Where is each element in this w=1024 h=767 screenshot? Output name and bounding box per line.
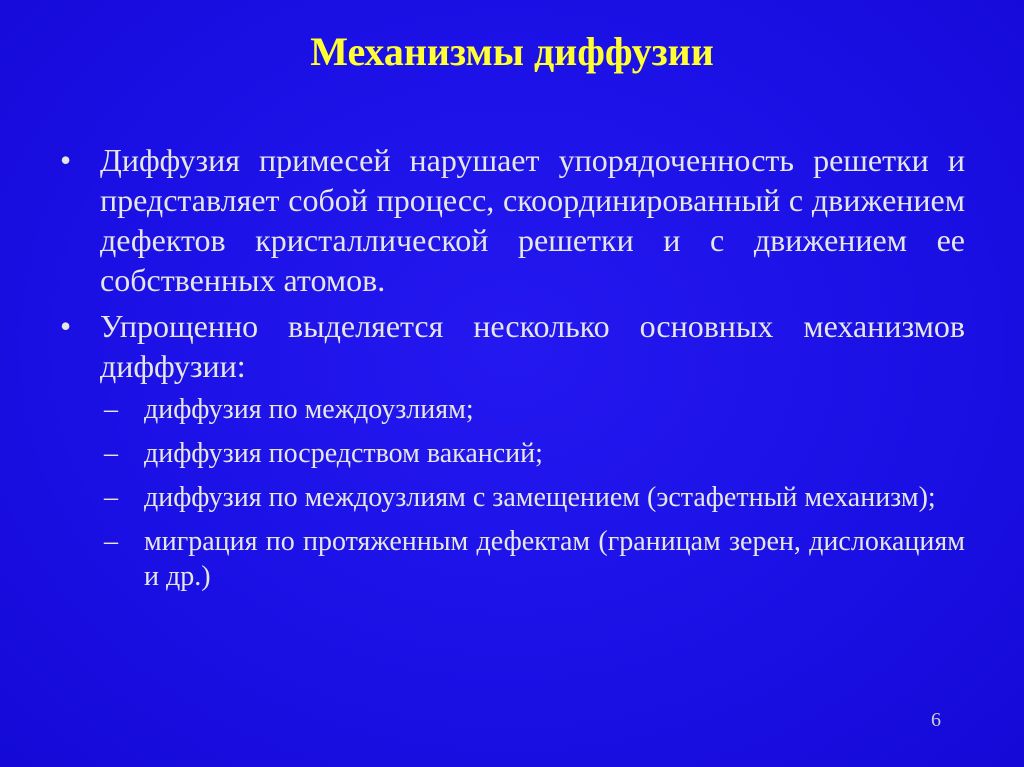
slide-content — [60, 140, 965, 603]
bullet-text: Диффузия примесей нарушает упорядоченность решетки и представляет собой процесс, скоординированный с движением дефектов кристаллической решетки и с движением ее собственных атомов. — [100, 142, 965, 298]
sub-item — [60, 436, 965, 471]
sub-item — [60, 480, 965, 515]
sub-marker: – — [104, 526, 118, 557]
bullet-item — [60, 306, 965, 386]
bullet-marker: • — [60, 308, 72, 344]
sub-item — [60, 524, 965, 594]
sub-item-text: миграция по протяженным дефектам (границам зерен, дислокациям и др.) — [144, 526, 965, 592]
sub-marker: – — [104, 482, 118, 513]
sub-marker: – — [104, 394, 118, 425]
bullet-item — [60, 140, 965, 300]
sub-item — [60, 392, 965, 427]
sub-item-text: диффузия по междоузлиям с замещением (эстафетный механизм); — [144, 482, 936, 513]
bullet-marker: • — [60, 142, 72, 178]
bullet-text: Упрощенно выделяется несколько основных механизмов диффузии: — [100, 308, 965, 384]
sub-item-text: диффузия по междоузлиям; — [144, 394, 474, 425]
slide-title: Механизмы диффузии — [310, 29, 714, 74]
sub-marker: – — [104, 438, 118, 469]
sub-item-text: диффузия посредством вакансий; — [144, 438, 543, 469]
page-number: 6 — [931, 709, 941, 731]
sub-list — [60, 392, 965, 594]
